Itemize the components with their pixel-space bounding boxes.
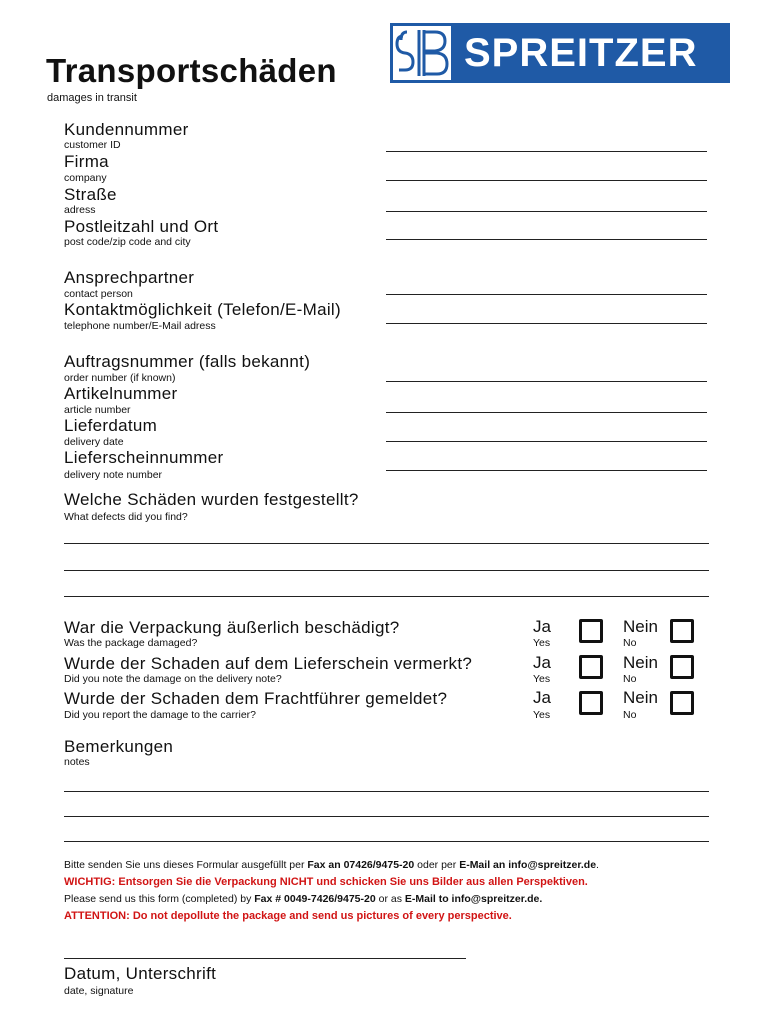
field-label-contact-option: Kontaktmöglichkeit (Telefon/E-Mail) [64, 300, 341, 319]
page-subtitle: damages in transit [47, 92, 137, 104]
field-label-street: Straße [64, 185, 117, 204]
field-label-company: Firma [64, 152, 109, 171]
article-number-input-line[interactable] [386, 412, 707, 413]
no-sub: No [623, 673, 637, 685]
no-sub: No [623, 637, 637, 649]
package-damaged-no-checkbox[interactable] [670, 619, 694, 643]
signature-line[interactable] [64, 958, 466, 959]
question-sub-noted-on-delivery-note: Did you note the damage on the delivery note? [64, 673, 282, 685]
no-label: Nein [623, 688, 658, 707]
field-label-delivery-note-number: Lieferscheinnummer [64, 448, 224, 467]
logo-mark-icon [393, 26, 451, 80]
remarks-label: Bemerkungen [64, 737, 174, 756]
instruction-de-text-3: . [596, 859, 599, 871]
field-sub-delivery-date: delivery date [64, 436, 124, 448]
delivery-note-number-input-line[interactable] [386, 470, 707, 471]
instruction-de-text-1: Bitte senden Sie uns dieses Formular ausgefüllt per [64, 859, 308, 871]
defects-label: Welche Schäden wurden festgestellt? [64, 490, 359, 509]
remarks-line-3[interactable] [64, 841, 709, 842]
signature-sub: date, signature [64, 985, 134, 997]
spreitzer-logo [390, 23, 730, 83]
instruction-en-text-1: Please send us this form (completed) by [64, 893, 255, 905]
yes-sub: Yes [533, 709, 551, 721]
signature-label: Datum, Unterschrift [64, 964, 217, 983]
warning-en: ATTENTION: Do not depollute the package and send us pictures of every perspective. [64, 910, 512, 922]
instruction-en-email: E-Mail to info@spreitzer.de. [404, 893, 543, 905]
defects-line-2[interactable] [64, 570, 709, 571]
instruction-de [64, 859, 599, 871]
reported-to-carrier-yes-checkbox[interactable] [579, 691, 603, 715]
street-input-line[interactable] [386, 211, 707, 212]
instruction-en-text-2: or as [375, 893, 405, 905]
postcode-city-input-line[interactable] [386, 239, 707, 240]
customer-id-input-line[interactable] [386, 151, 707, 152]
warning-de: WICHTIG: Entsorgen Sie die Verpackung NICHT und schicken Sie uns Bilder aus allen Perspektiven. [64, 876, 588, 888]
field-sub-order-number: order number (if known) [64, 372, 176, 384]
yes-sub: Yes [533, 673, 551, 685]
question-label-package-damaged: War die Verpackung äußerlich beschädigt? [64, 618, 400, 637]
instruction-de-email: E-Mail an info@spreitzer.de [459, 859, 597, 871]
no-sub: No [623, 709, 637, 721]
field-label-article-number: Artikelnummer [64, 384, 178, 403]
contact-person-input-line[interactable] [386, 294, 707, 295]
instruction-en [64, 893, 542, 905]
delivery-date-input-line[interactable] [386, 441, 707, 442]
defects-sub: What defects did you find? [64, 511, 188, 523]
field-sub-article-number: article number [64, 404, 131, 416]
yes-sub: Yes [533, 637, 551, 649]
no-label: Nein [623, 653, 658, 672]
remarks-line-1[interactable] [64, 791, 709, 792]
remarks-line-2[interactable] [64, 816, 709, 817]
question-label-reported-to-carrier: Wurde der Schaden dem Frachtführer gemeldet? [64, 689, 448, 708]
remarks-sub: notes [64, 756, 90, 768]
instruction-de-fax: Fax an 07426/9475-20 [307, 859, 415, 871]
contact-option-input-line[interactable] [386, 323, 707, 324]
yes-label: Ja [533, 617, 551, 636]
field-label-contact-person: Ansprechpartner [64, 268, 195, 287]
field-sub-postcode-city: post code/zip code and city [64, 236, 191, 248]
field-label-postcode-city: Postleitzahl und Ort [64, 217, 219, 236]
no-label: Nein [623, 617, 658, 636]
field-sub-delivery-note-number: delivery note number [64, 469, 163, 481]
order-number-input-line[interactable] [386, 381, 707, 382]
defects-line-1[interactable] [64, 543, 709, 544]
field-sub-company: company [64, 172, 107, 184]
page-title: Transportschäden [46, 52, 337, 89]
question-sub-package-damaged: Was the package damaged? [64, 637, 198, 649]
noted-on-delivery-note-yes-checkbox[interactable] [579, 655, 603, 679]
field-label-delivery-date: Lieferdatum [64, 416, 158, 435]
package-damaged-yes-checkbox[interactable] [579, 619, 603, 643]
instruction-en-fax: Fax # 0049-7426/9475-20 [254, 893, 376, 905]
yes-label: Ja [533, 653, 551, 672]
field-label-customer-id: Kundennummer [64, 120, 189, 139]
instruction-de-text-2: oder per [414, 859, 460, 871]
field-label-order-number: Auftragsnummer (falls bekannt) [64, 352, 311, 371]
question-label-noted-on-delivery-note: Wurde der Schaden auf dem Lieferschein vermerkt? [64, 654, 473, 673]
noted-on-delivery-note-no-checkbox[interactable] [670, 655, 694, 679]
logo-text: SPREITZER [464, 31, 698, 75]
yes-label: Ja [533, 688, 551, 707]
field-sub-contact-person: contact person [64, 288, 133, 300]
reported-to-carrier-no-checkbox[interactable] [670, 691, 694, 715]
defects-line-3[interactable] [64, 596, 709, 597]
field-sub-customer-id: customer ID [64, 139, 121, 151]
question-sub-reported-to-carrier: Did you report the damage to the carrier? [64, 709, 257, 721]
company-input-line[interactable] [386, 180, 707, 181]
field-sub-street: adress [64, 204, 96, 216]
field-sub-contact-option: telephone number/E-Mail adress [64, 320, 216, 332]
